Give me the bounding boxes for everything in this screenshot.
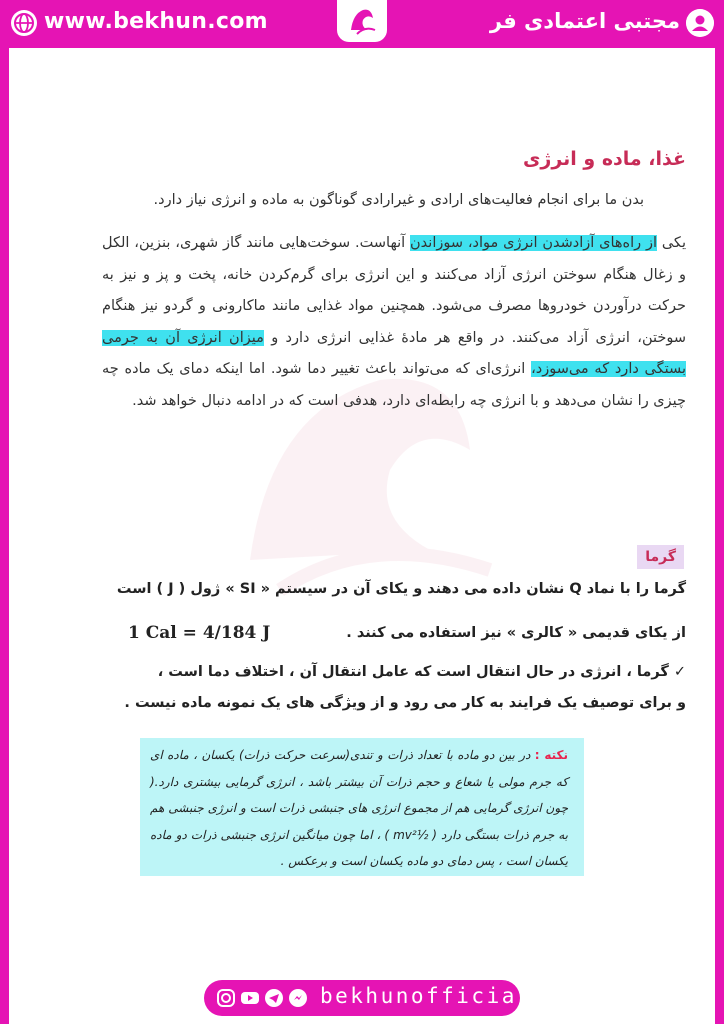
- note-body: در بین دو ماده با تعداد ذرات و تندی(سرعت حرکت ذرات) یکسان ، ماده ای که جرم مولی یا شعاع و حجم ذرات آن بیشتر باشد ، انرژی گرمایی بیشتری دارد.( چون انرژی گرمایی هم از مجموع انرژی های جنبشی ذرات است و انرژی جنبشی هم به جرم ذرات بستگی دارد ( ½mv² ) ، اما چون میانگین انرژی جنبشی ذرات دو ماده یکسان است ، پس دمای دو ماده یکسان است و برعکس .: [150, 748, 568, 868]
- highlight-burning: از راه‌های آزادشدن انرژی مواد، سوزاندن: [410, 235, 658, 251]
- telegram-icon[interactable]: [264, 988, 284, 1008]
- youtube-icon[interactable]: [240, 988, 260, 1008]
- messenger-icon[interactable]: [288, 988, 308, 1008]
- globe-icon: [10, 9, 38, 37]
- brand-logo: [337, 0, 387, 42]
- social-handle[interactable]: bekhunofficial: [320, 984, 533, 1008]
- highlight-mass: میزان انرژی آن به جرمی بستگی دارد که می‌سوزد،: [102, 329, 686, 377]
- footer-bar: [0, 972, 724, 1024]
- energy-paragraph: [102, 228, 686, 417]
- calorie-formula: 1 Cal = 4/184 J: [128, 623, 271, 643]
- instagram-icon[interactable]: [216, 988, 236, 1008]
- note-text: [150, 742, 568, 875]
- heat-bullet-1: ✓ گرما ، انرژی در حال انتقال است که عامل انتقال آن ، اختلاف دما است ،: [157, 664, 686, 680]
- author-name: مجتبی اعتمادی فر: [489, 9, 680, 33]
- user-icon: [686, 9, 714, 37]
- heat-tag: گرما: [637, 545, 684, 569]
- website-link[interactable]: www.bekhun.com: [44, 9, 268, 34]
- heat-bullet-2: و برای توصیف یک فرایند به کار می رود و از ویژگی های یک نمونه ماده نیست .: [124, 695, 686, 711]
- logo-icon: [337, 0, 387, 42]
- note-label: نکته :: [534, 748, 568, 762]
- header-bar: [0, 0, 724, 48]
- social-pill[interactable]: [204, 980, 533, 1016]
- heat-definition: گرما را با نماد Q نشان داده می دهند و یکای آن در سیستم « SI » ژول ( J ) است: [116, 581, 686, 597]
- calorie-unit-line: از یکای قدیمی « کالری » نیز استفاده می کنند .: [346, 625, 686, 641]
- para-text-2: آنهاست. سوخت‌هایی مانند گاز شهری، بنزین، الکل و زغال هنگام سوختن انرژی آزاد می‌کنند و این انرژی برای گرم‌کردن خانه، پخت و پز و نیز به حرکت درآوردن خودروها مصرف می‌شود. همچنین مواد غذایی مانند ماکارونی و گردو نیز هنگام سوختن، انرژی آزاد می‌کنند. در واقع هر مادهٔ غذایی انرژی دارد و: [102, 235, 686, 346]
- section-title: غذا، ماده و انرژی: [522, 148, 686, 170]
- para-text-3: انرژی‌ای که می‌تواند باعث تغییر دما شود. اما اینکه دمای یک ماده چه چیزی را نشان می‌دهد و با انرژی چه رابطه‌ای دارد، هدفی است که در ادامه دنبال خواهد شد.: [102, 361, 686, 409]
- intro-text: بدن ما برای انجام فعالیت‌های ارادی و غیرارادی گوناگون به ماده و انرژی نیاز دارد.: [153, 192, 644, 208]
- note-box: [140, 738, 584, 876]
- para-text-1: یکی: [657, 235, 686, 251]
